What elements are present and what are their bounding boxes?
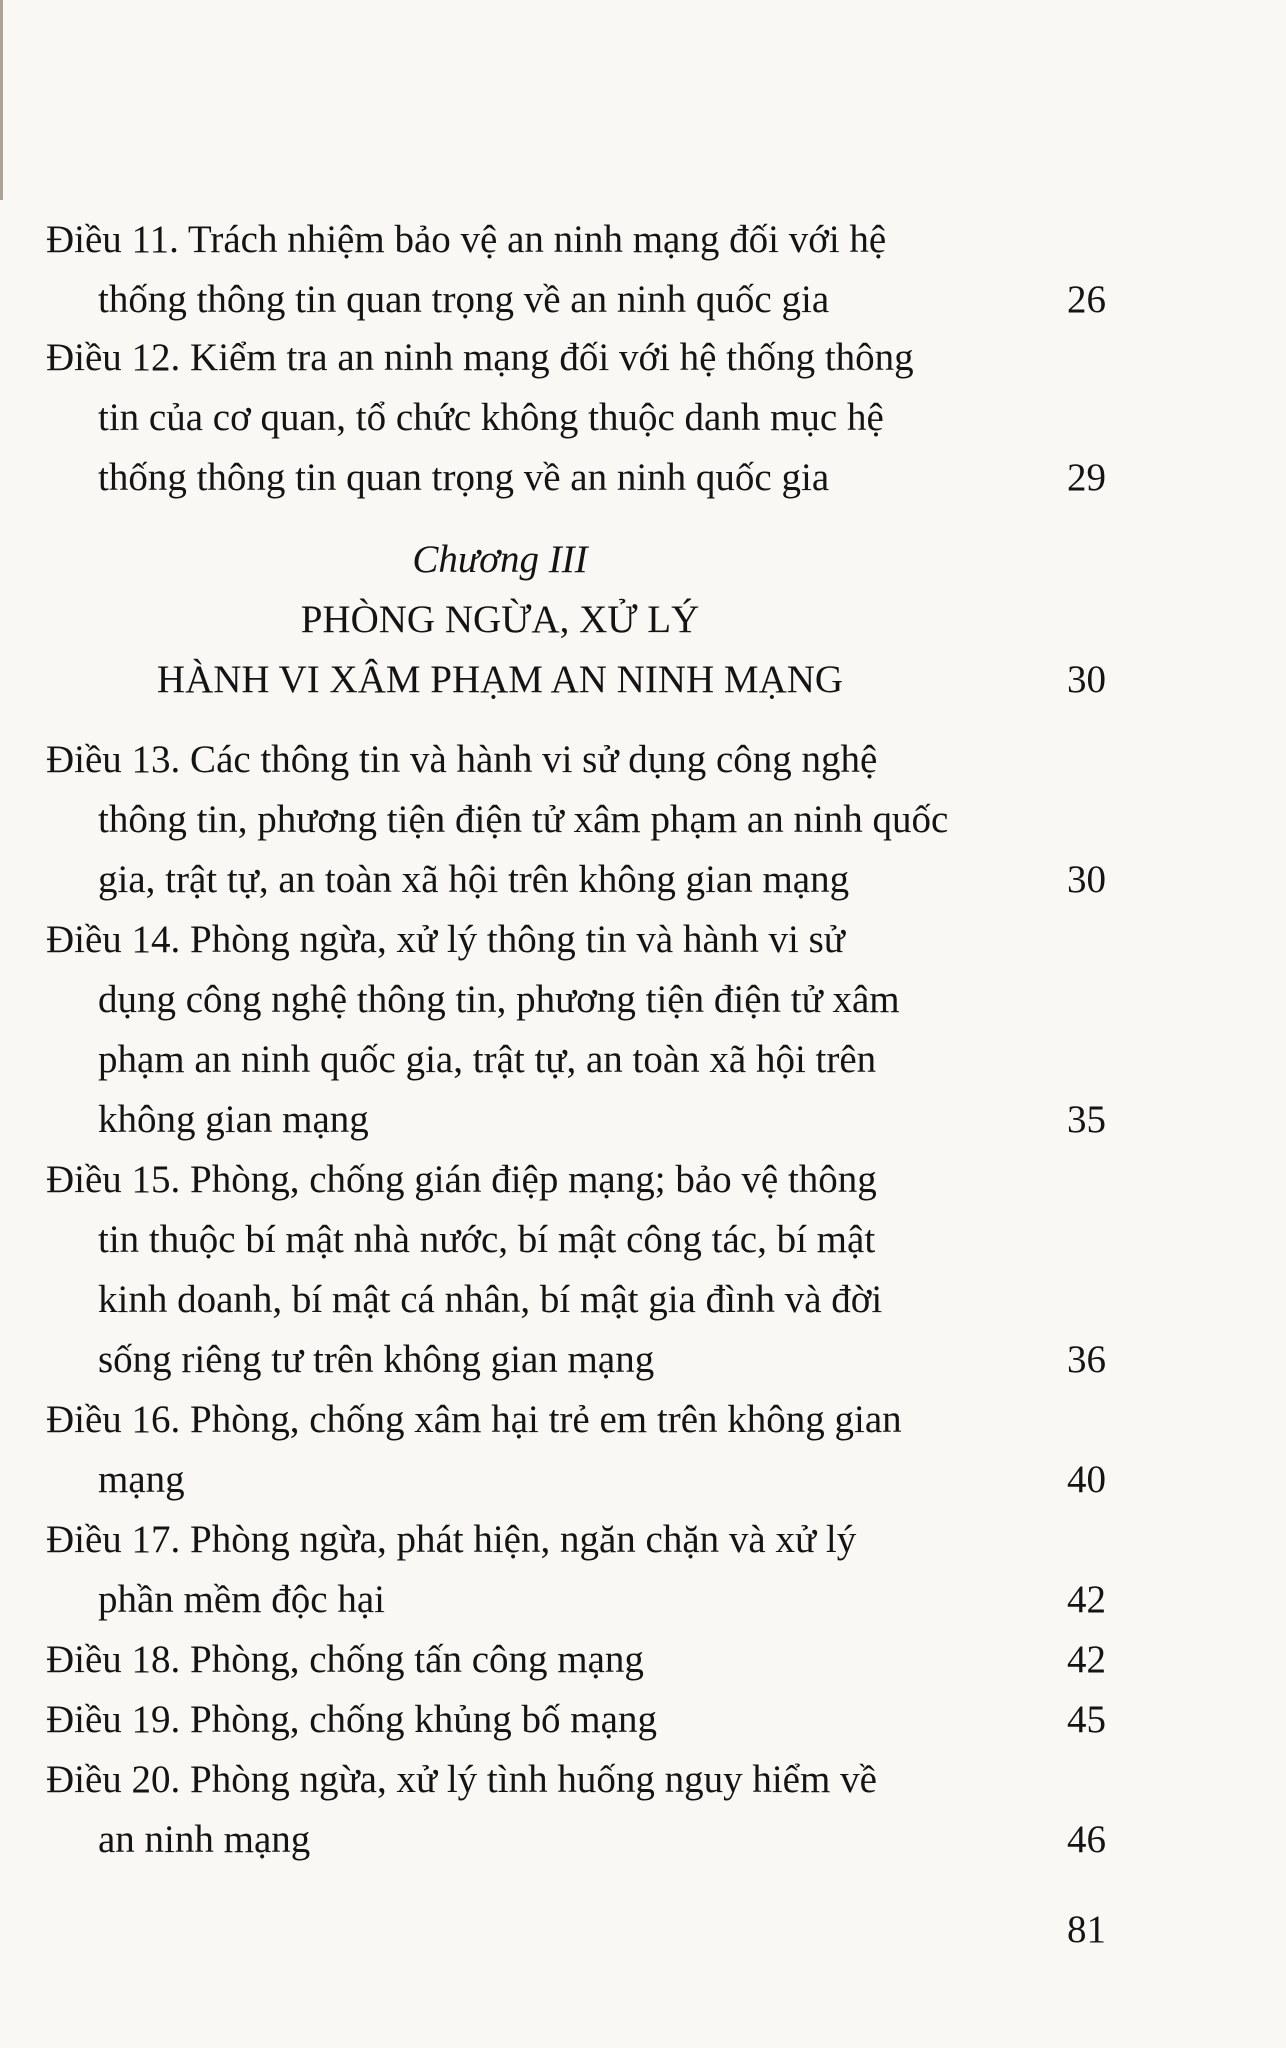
chapter-label: Chương III [412, 538, 588, 581]
toc-line: thống thông tin quan trọng về an ninh quốc gia [98, 278, 830, 321]
page-number: 30 [1067, 858, 1106, 901]
toc-line: gia, trật tự, an toàn xã hội trên không gian mạng [98, 858, 850, 901]
toc-line: dụng công nghệ thông tin, phương tiện điện tử xâm [98, 978, 900, 1021]
toc-line: mạng [98, 1458, 185, 1501]
toc-line: tin thuộc bí mật nhà nước, bí mật công tác, bí mật [98, 1218, 876, 1261]
toc-line: phạm an ninh quốc gia, trật tự, an toàn xã hội trên [98, 1038, 877, 1081]
page-number: 29 [1067, 456, 1106, 499]
chapter-title-line: HÀNH VI XÂM PHẠM AN NINH MẠNG [156, 658, 844, 701]
toc-line: Điều 14. Phòng ngừa, xử lý thông tin và hành vi sử [46, 918, 845, 961]
toc-line: an ninh mạng [98, 1818, 311, 1861]
toc-line: Điều 12. Kiểm tra an ninh mạng đối với hệ thống thông [46, 336, 914, 379]
toc-line: Điều 16. Phòng, chống xâm hại trẻ em trên không gian [46, 1398, 902, 1441]
toc-line: Điều 19. Phòng, chống khủng bố mạng [46, 1698, 657, 1741]
page-number: 35 [1067, 1098, 1106, 1141]
page-number: 46 [1067, 1818, 1106, 1861]
page-number: 42 [1067, 1638, 1106, 1681]
page-number: 26 [1067, 278, 1106, 321]
page-number: 45 [1067, 1698, 1106, 1741]
page-number: 36 [1067, 1338, 1106, 1381]
page-edge-shadow [0, 0, 17, 200]
toc-line: Điều 13. Các thông tin và hành vi sử dụng công nghệ [46, 738, 878, 781]
toc-line: phần mềm độc hại [98, 1578, 385, 1621]
folio-page-number: 81 [1067, 1908, 1106, 1951]
page-number: 30 [1067, 658, 1106, 701]
toc-line: Điều 11. Trách nhiệm bảo vệ an ninh mạng đối với hệ [46, 218, 887, 261]
toc-line: Điều 20. Phòng ngừa, xử lý tình huống nguy hiểm về [46, 1758, 877, 1801]
toc-line: sống riêng tư trên không gian mạng [98, 1338, 655, 1381]
toc-line: Điều 17. Phòng ngừa, phát hiện, ngăn chặn và xử lý [46, 1518, 857, 1561]
page-number: 42 [1067, 1578, 1106, 1621]
toc-line: thông tin, phương tiện điện tử xâm phạm an ninh quốc [98, 798, 949, 841]
toc-line: không gian mạng [98, 1098, 369, 1141]
page-number: 40 [1067, 1458, 1106, 1501]
toc-line: thống thông tin quan trọng về an ninh quốc gia [98, 456, 830, 499]
toc-line: Điều 15. Phòng, chống gián điệp mạng; bảo vệ thông [46, 1158, 877, 1201]
toc-line: Điều 18. Phòng, chống tấn công mạng [46, 1638, 644, 1681]
toc-line: tin của cơ quan, tổ chức không thuộc danh mục hệ [98, 396, 884, 439]
chapter-title-line: PHÒNG NGỪA, XỬ LÝ [300, 598, 700, 641]
toc-line: kinh doanh, bí mật cá nhân, bí mật gia đình và đời [98, 1278, 883, 1321]
